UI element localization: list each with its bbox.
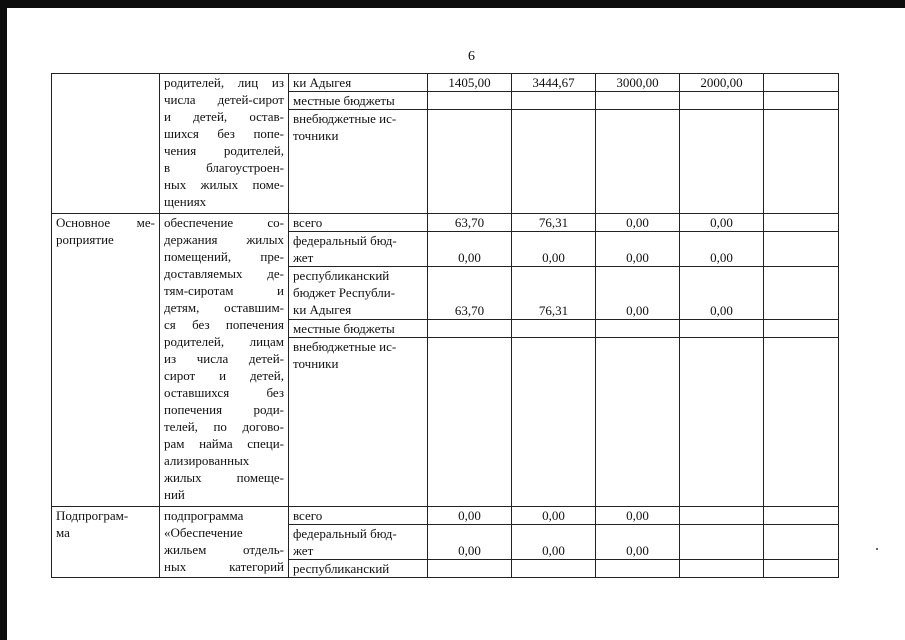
value-cell — [428, 92, 512, 110]
value-cell: 0,00 — [428, 525, 512, 560]
value-cell: 0,00 — [512, 507, 596, 525]
source-cell: республиканский — [289, 560, 428, 578]
value-cell — [764, 507, 839, 525]
source-cell: местные бюджеты — [289, 92, 428, 110]
value-cell — [680, 560, 764, 578]
value-cell: 76,31 — [512, 267, 596, 320]
value-cell: 0,00 — [680, 214, 764, 232]
value-cell — [764, 338, 839, 507]
value-cell — [680, 338, 764, 507]
value-cell — [764, 92, 839, 110]
value-cell — [596, 560, 680, 578]
value-cell: 3444,67 — [512, 74, 596, 92]
table-row — [52, 74, 839, 92]
value-cell: 0,00 — [596, 525, 680, 560]
value-cell: 0,00 — [596, 214, 680, 232]
scan-speck — [876, 548, 878, 550]
value-cell — [512, 560, 596, 578]
scan-edge-top — [0, 0, 905, 8]
value-cell: 76,31 — [512, 214, 596, 232]
block3-type-label: Подпрограм- ма — [52, 507, 160, 578]
value-cell — [428, 320, 512, 338]
value-cell: 0,00 — [680, 232, 764, 267]
block2-type-label: Основное ме- роприятие — [52, 214, 160, 507]
source-cell: внебюджетные ис- точники — [289, 338, 428, 507]
value-cell — [596, 110, 680, 214]
value-cell — [764, 560, 839, 578]
value-cell — [596, 338, 680, 507]
table-row — [52, 214, 839, 232]
source-cell: ки Адыгея — [289, 74, 428, 92]
value-cell — [680, 92, 764, 110]
value-cell — [764, 267, 839, 320]
block3-description: подпрограмма «Обеспечение жильем отдель- ных категорий — [160, 507, 289, 578]
value-cell — [512, 92, 596, 110]
value-cell — [596, 320, 680, 338]
source-cell: всего — [289, 507, 428, 525]
value-cell — [680, 507, 764, 525]
value-cell: 63,70 — [428, 214, 512, 232]
value-cell: 0,00 — [428, 507, 512, 525]
value-cell: 0,00 — [512, 232, 596, 267]
source-cell: республиканский бюджет Республи- ки Адыгея — [289, 267, 428, 320]
source-cell: внебюджетные ис- точники — [289, 110, 428, 214]
value-cell: 2000,00 — [680, 74, 764, 92]
block1-col1 — [52, 74, 160, 214]
value-cell: 63,70 — [428, 267, 512, 320]
value-cell: 3000,00 — [596, 74, 680, 92]
value-cell — [764, 110, 839, 214]
value-cell — [764, 214, 839, 232]
value-cell — [512, 320, 596, 338]
value-cell: 1405,00 — [428, 74, 512, 92]
value-cell: 0,00 — [596, 507, 680, 525]
value-cell — [680, 525, 764, 560]
value-cell — [680, 110, 764, 214]
value-cell: 0,00 — [680, 267, 764, 320]
value-cell: 0,00 — [512, 525, 596, 560]
value-cell — [428, 338, 512, 507]
page-number: 9 — [468, 47, 475, 62]
value-cell — [428, 110, 512, 214]
value-cell: 0,00 — [428, 232, 512, 267]
source-cell: местные бюджеты — [289, 320, 428, 338]
value-cell — [512, 110, 596, 214]
value-cell: 0,00 — [596, 232, 680, 267]
block2-description: обеспечение со- держания жилых помещений, пре- доставляемых де- тям-сиротам и детям, оставшим- ся без попечения родителей, лицам из числа детей- сирот и детей, оставшихся без попечения роди- телей, по догово- рам найма специ- ализированных жилых помеще- ний — [160, 214, 289, 507]
value-cell — [764, 74, 839, 92]
value-cell — [764, 232, 839, 267]
source-cell: федеральный бюд- жет — [289, 232, 428, 267]
value-cell — [680, 320, 764, 338]
value-cell — [596, 92, 680, 110]
value-cell — [512, 338, 596, 507]
value-cell — [764, 320, 839, 338]
funding-table — [51, 73, 839, 578]
table-row — [52, 507, 839, 525]
value-cell: 0,00 — [596, 267, 680, 320]
scan-edge-left — [0, 0, 7, 640]
source-cell: всего — [289, 214, 428, 232]
source-cell: федеральный бюд- жет — [289, 525, 428, 560]
block1-description: родителей, лиц из числа детей-сирот и детей, остав- шихся без попе- чения родителей, в благоустроен- ных жилых поме- щениях — [160, 74, 289, 214]
value-cell — [428, 560, 512, 578]
value-cell — [764, 525, 839, 560]
